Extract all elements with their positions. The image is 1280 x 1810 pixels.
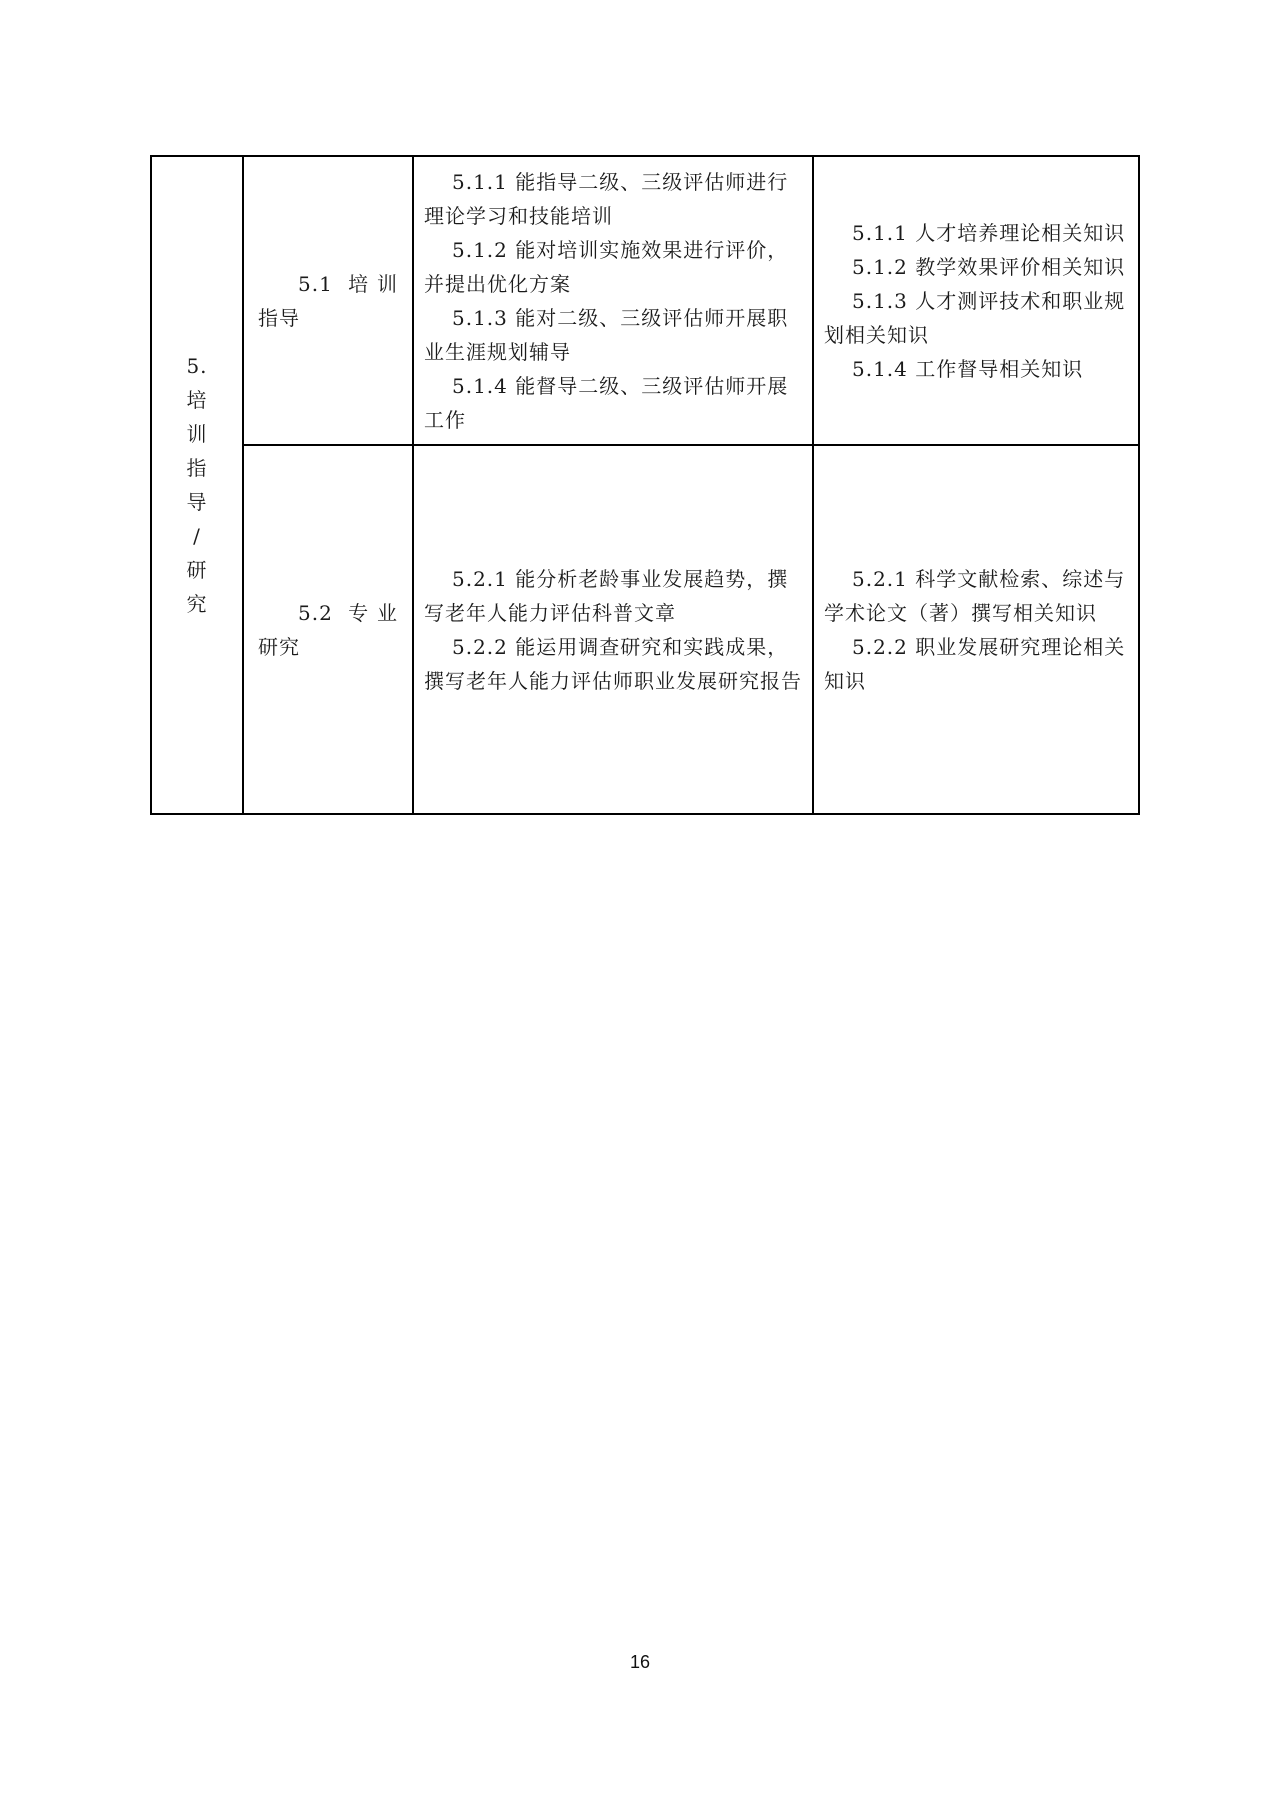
knowledge-item: 5.1.2 教学效果评价相关知识 [852, 254, 1126, 279]
page-number: 16 [629, 1652, 651, 1672]
skill-item: 5.2.1 能分析老龄事业发展趋势，撰写老年人能力评估科普文章 [424, 566, 789, 625]
knowledge-item: 5.1.3 人才测评技术和职业规划相关知识 [824, 288, 1126, 347]
knowledge-cell [813, 445, 1139, 814]
module-title-char: / [193, 524, 201, 548]
module-title-char: 研 [186, 558, 208, 582]
skill-item: 5.1.3 能对二级、三级评估师开展职业生涯规划辅导 [424, 305, 789, 364]
module-cell [151, 156, 243, 814]
skill-item: 5.2.2 能运用调查研究和实践成果，撰写老年人能力评估师职业发展研究报告 [424, 634, 802, 693]
module-title-char: 导 [186, 490, 208, 514]
unit-cell [243, 156, 413, 445]
skill-item: 5.1.4 能督导二级、三级评估师开展工作 [424, 373, 789, 432]
module-title-char: 指 [186, 456, 208, 480]
knowledge-item: 5.1.1 人才培养理论相关知识 [852, 220, 1126, 245]
skill-item: 5.1.1 能指导二级、三级评估师进行理论学习和技能培训 [424, 169, 789, 228]
skills-requirements-table [150, 155, 1140, 815]
module-title-char: 究 [186, 592, 208, 616]
table-row [151, 445, 1139, 814]
skills-cell [413, 445, 813, 814]
knowledge-item: 5.2.2 职业发展研究理论相关知识 [824, 634, 1126, 693]
module-title-vertical [182, 349, 212, 621]
knowledge-item: 5.2.1 科学文献检索、综述与学术论文（著）撰写相关知识 [824, 566, 1126, 625]
skills-cell [413, 156, 813, 445]
module-title-char: 培 [186, 388, 208, 412]
unit-cell [243, 445, 413, 814]
unit-title: 5.2 专业研究 [258, 600, 398, 659]
knowledge-item: 5.1.4 工作督导相关知识 [852, 356, 1084, 381]
module-title-char: 训 [186, 422, 208, 446]
skill-item: 5.1.2 能对培训实施效果进行评价，并提出优化方案 [424, 237, 789, 296]
unit-title: 5.1 培训指导 [258, 271, 398, 330]
module-title-char: 5. [186, 354, 208, 378]
knowledge-cell [813, 156, 1139, 445]
table-row [151, 156, 1139, 445]
